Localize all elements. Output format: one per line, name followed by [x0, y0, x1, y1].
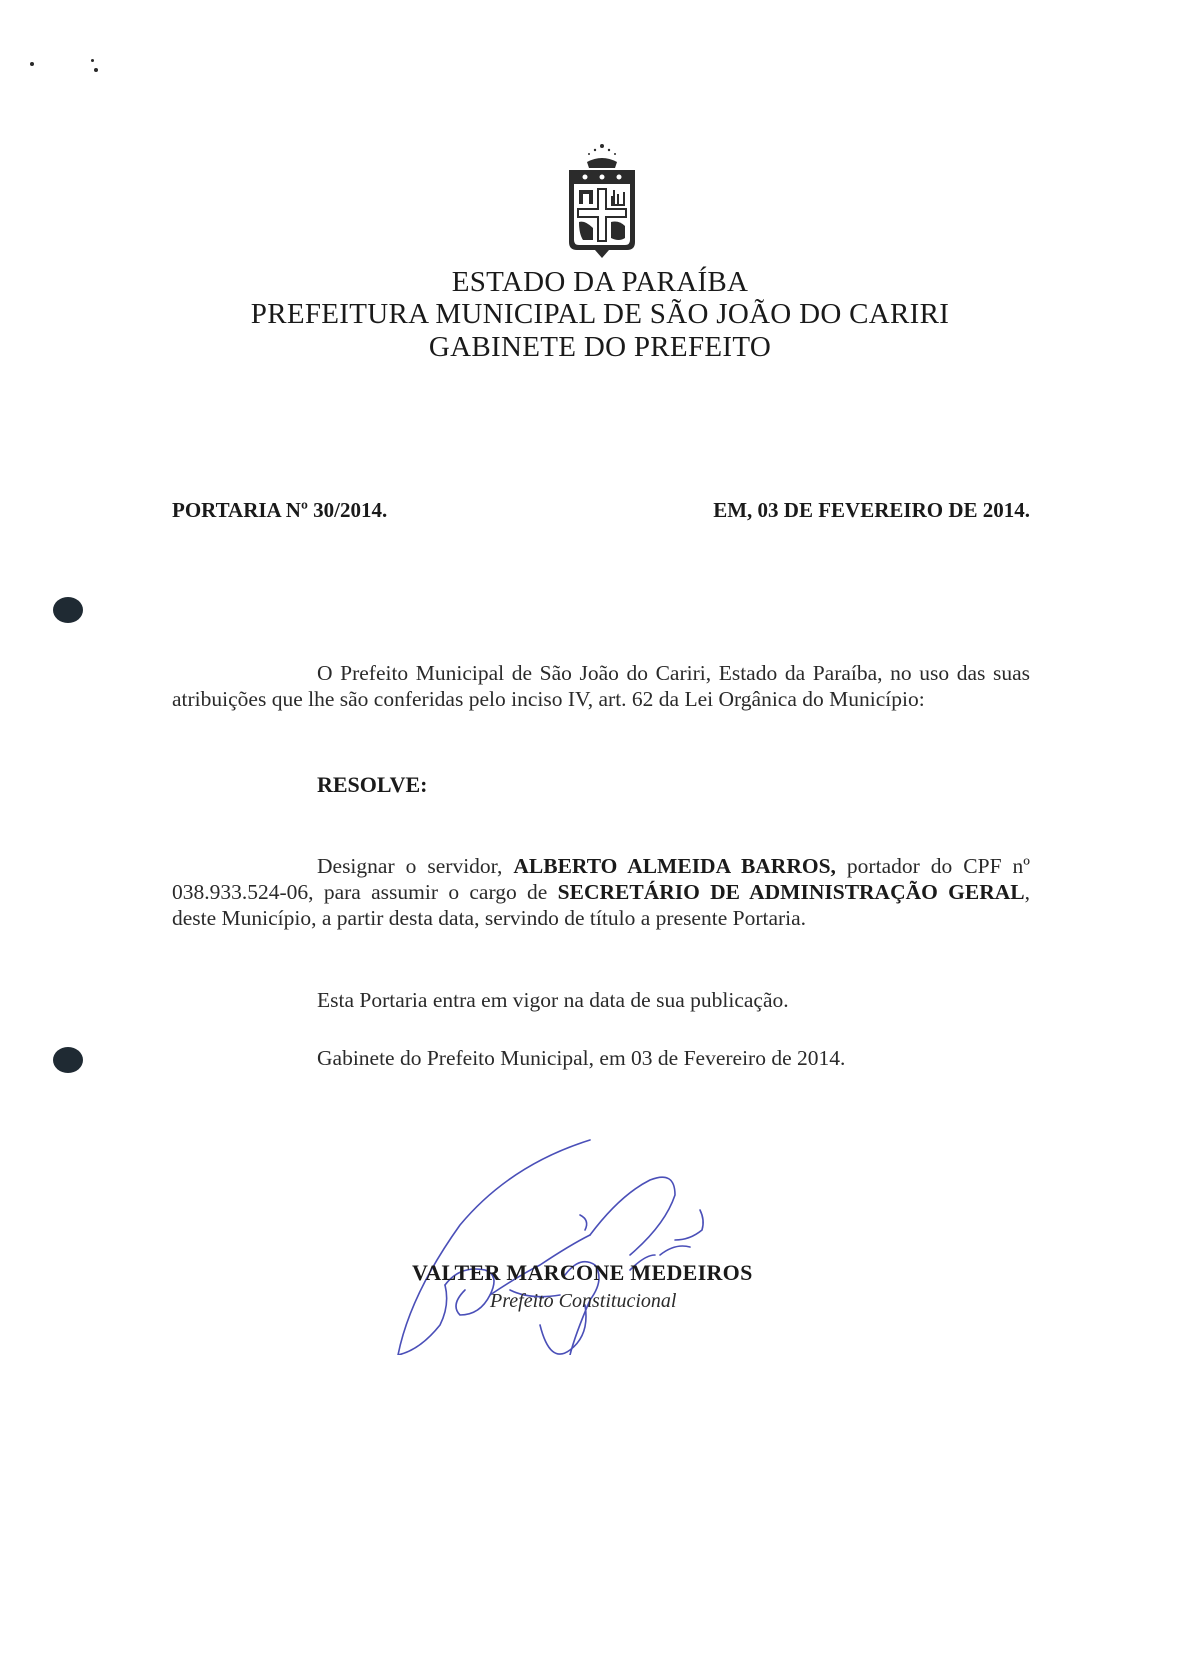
designation-paragraph [172, 853, 1030, 931]
signer-name: VALTER MARCONE MEDEIROS [412, 1260, 753, 1285]
designee-role: SECRETÁRIO DE ADMINISTRAÇÃO GERAL [557, 880, 1025, 904]
header-office: GABINETE DO PREFEITO [428, 331, 772, 363]
header-municipality: PREFEITURA MUNICIPAL DE SÃO JOÃO DO CARIRI [250, 298, 950, 330]
scan-speck [94, 68, 98, 72]
document-number: PORTARIA Nº 30/2014. [172, 498, 388, 522]
signer-title: Prefeito Constitucional [490, 1290, 677, 1312]
intro-text: O Prefeito Municipal de São João do Cariri, Estado da Paraíba, no uso das suas atribuições que lhe são conferidas pelo inciso IV, art. 62 da Lei Orgânica do Município: [172, 661, 1030, 711]
punch-hole-bottom [53, 1047, 83, 1073]
designee-name: ALBERTO ALMEIDA BARROS, [513, 854, 836, 878]
designation-text-2: portador do CPF nº 038.933.524-06, para assumir o cargo de [172, 854, 1030, 904]
punch-hole-top [53, 597, 83, 623]
scan-speck [91, 59, 94, 62]
coat-of-arms-icon [557, 142, 647, 262]
scan-speck [30, 62, 34, 66]
closing-line: Gabinete do Prefeito Municipal, em 03 de Fevereiro de 2014. [317, 1046, 846, 1070]
effective-clause: Esta Portaria entra em vigor na data de sua publicação. [317, 988, 789, 1012]
intro-paragraph [172, 660, 1030, 712]
resolve-heading: RESOLVE: [317, 772, 428, 797]
designation-text-1: Designar o servidor, [317, 854, 514, 878]
document-date: EM, 03 DE FEVEREIRO DE 2014. [713, 498, 1030, 522]
designation-text-3: , deste Município, a partir desta data, servindo de título a presente Portaria. [172, 880, 1031, 930]
header-state: ESTADO DA PARAÍBA [451, 266, 749, 298]
handwritten-signature [390, 1125, 750, 1355]
